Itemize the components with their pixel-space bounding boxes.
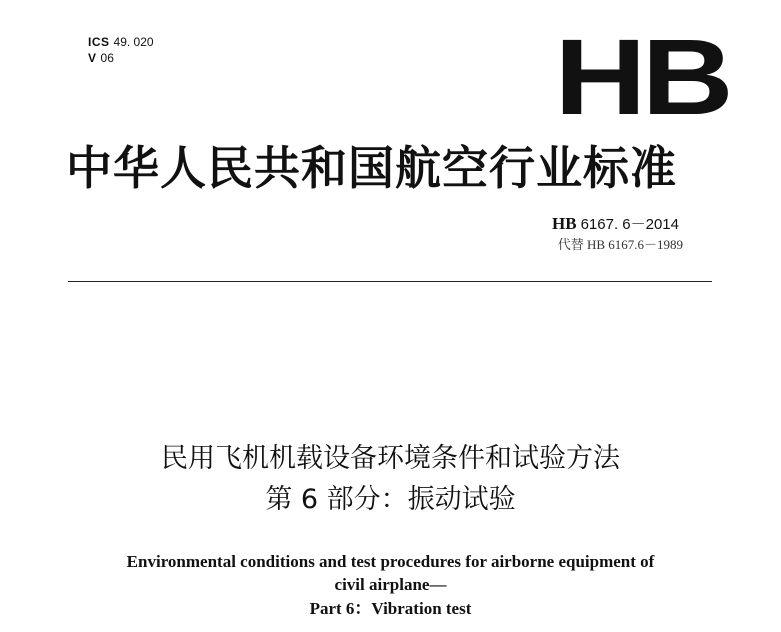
ics-label: ICS [88,35,110,49]
header-divider [68,281,712,282]
hb-logo: HB [554,16,729,137]
title-en-line3: Part 6：Vibration test [309,599,472,618]
title-cn-line1: 民用飞机机载设备环境条件和试验方法 [161,443,620,474]
standard-prefix: HB [552,214,577,233]
title-en-line1: Environmental conditions and test procedures for airborne equipment of [126,552,655,571]
ccs-label: V [88,51,97,65]
standard-number [552,214,679,235]
standard-number-value: 6167. 6－2014 [580,216,679,233]
ics-line [88,34,154,50]
classification-codes [88,34,154,66]
title-en-line2: civil airplane— [334,575,447,594]
ccs-line [88,50,154,66]
title-cn-line2: 第 6 部分：振动试验 [265,484,516,515]
replaces-standard: 代替 HB 6167.6－1989 [557,237,683,252]
ics-value: 49. 020 [113,35,154,49]
organization-title: 中华人民共和国航空行业标准 [66,141,677,195]
ccs-value: 06 [100,51,114,65]
